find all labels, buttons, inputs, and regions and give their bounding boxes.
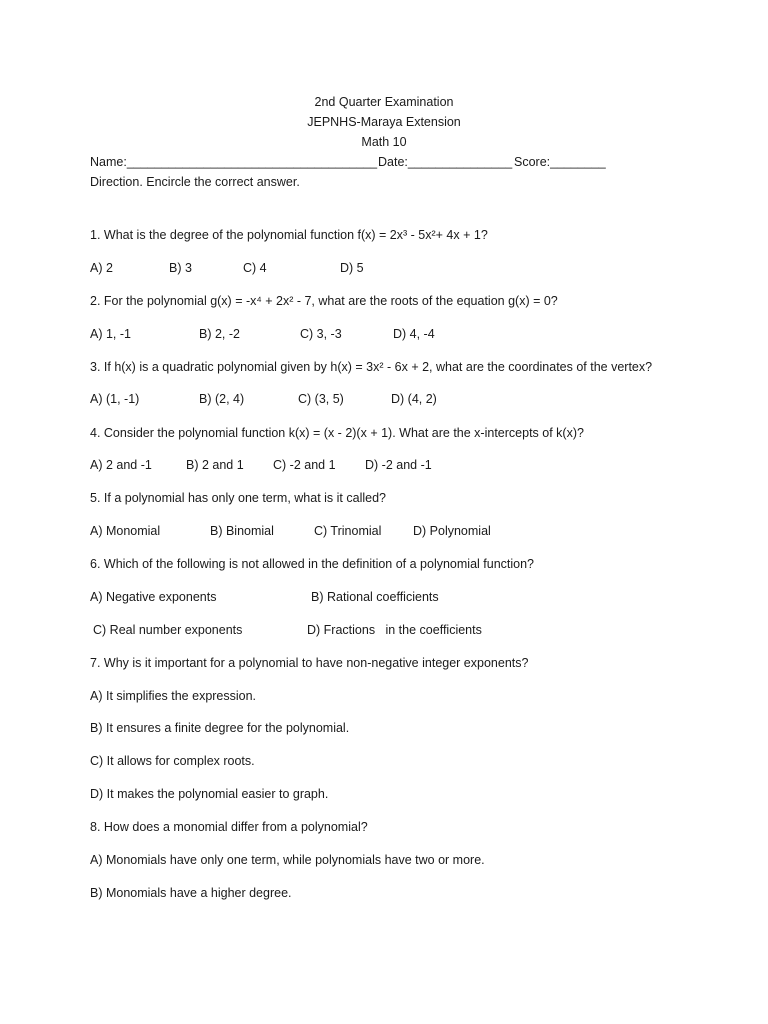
q3-option-c[interactable]: C) (3, 5) [298,392,344,406]
name-field[interactable]: Name:____________________________________ [90,155,378,169]
q2-option-a[interactable]: A) 1, -1 [90,327,131,341]
q7-option-d[interactable]: D) It makes the polynomial easier to graph. [90,787,329,801]
q1-option-c[interactable]: C) 4 [243,261,267,275]
q7-option-a[interactable]: A) It simplifies the expression. [90,689,257,703]
q7-option-b[interactable]: B) It ensures a finite degree for the polynomial. [90,721,350,735]
question-8: 8. How does a monomial differ from a polynomial? [90,820,368,834]
q6-option-b[interactable]: B) Rational coefficients [311,590,439,604]
question-2: 2. For the polynomial g(x) = -x⁴ + 2x² - 7, what are the roots of the equation g(x) = 0? [90,294,558,308]
question-3: 3. If h(x) is a quadratic polynomial given by h(x) = 3x² - 6x + 2, what are the coordinates of the vertex? [90,360,653,374]
q2-option-c[interactable]: C) 3, -3 [300,327,342,341]
score-field[interactable]: Score:________ [514,155,606,169]
q1-option-a[interactable]: A) 2 [90,261,113,275]
q8-option-b[interactable]: B) Monomials have a higher degree. [90,886,292,900]
direction-text: Direction. Encircle the correct answer. [90,175,300,189]
q6-option-a[interactable]: A) Negative exponents [90,590,217,604]
q3-option-a[interactable]: A) (1, -1) [90,392,140,406]
q4-option-a[interactable]: A) 2 and -1 [90,458,152,472]
q2-option-d[interactable]: D) 4, -4 [393,327,435,341]
q4-option-b[interactable]: B) 2 and 1 [186,458,244,472]
q6-option-c[interactable]: C) Real number exponents [93,623,243,637]
subject-name: Math 10 [361,135,407,149]
q4-option-c[interactable]: C) -2 and 1 [273,458,336,472]
q1-option-d[interactable]: D) 5 [340,261,364,275]
q5-option-c[interactable]: C) Trinomial [314,524,382,538]
question-4: 4. Consider the polynomial function k(x) = (x - 2)(x + 1). What are the x-intercepts of k(x)? [90,426,584,440]
q4-option-d[interactable]: D) -2 and -1 [365,458,432,472]
exam-title: 2nd Quarter Examination [314,95,454,109]
q8-option-a[interactable]: A) Monomials have only one term, while polynomials have two or more. [90,853,485,867]
question-6: 6. Which of the following is not allowed in the definition of a polynomial function? [90,557,535,571]
q1-option-b[interactable]: B) 3 [169,261,192,275]
q3-option-d[interactable]: D) (4, 2) [391,392,437,406]
date-field[interactable]: Date:_______________ [378,155,513,169]
question-5: 5. If a polynomial has only one term, what is it called? [90,491,386,505]
school-name: JEPNHS-Maraya Extension [307,115,461,129]
q2-option-b[interactable]: B) 2, -2 [199,327,240,341]
q6-option-d[interactable]: D) Fractions in the coefficients [307,623,482,637]
q5-option-a[interactable]: A) Monomial [90,524,161,538]
q5-option-b[interactable]: B) Binomial [210,524,274,538]
q7-option-c[interactable]: C) It allows for complex roots. [90,754,255,768]
question-1: 1. What is the degree of the polynomial function f(x) = 2x³ - 5x²+ 4x + 1? [90,228,488,242]
q3-option-b[interactable]: B) (2, 4) [199,392,245,406]
q5-option-d[interactable]: D) Polynomial [413,524,491,538]
question-7: 7. Why is it important for a polynomial to have non-negative integer exponents? [90,656,529,670]
